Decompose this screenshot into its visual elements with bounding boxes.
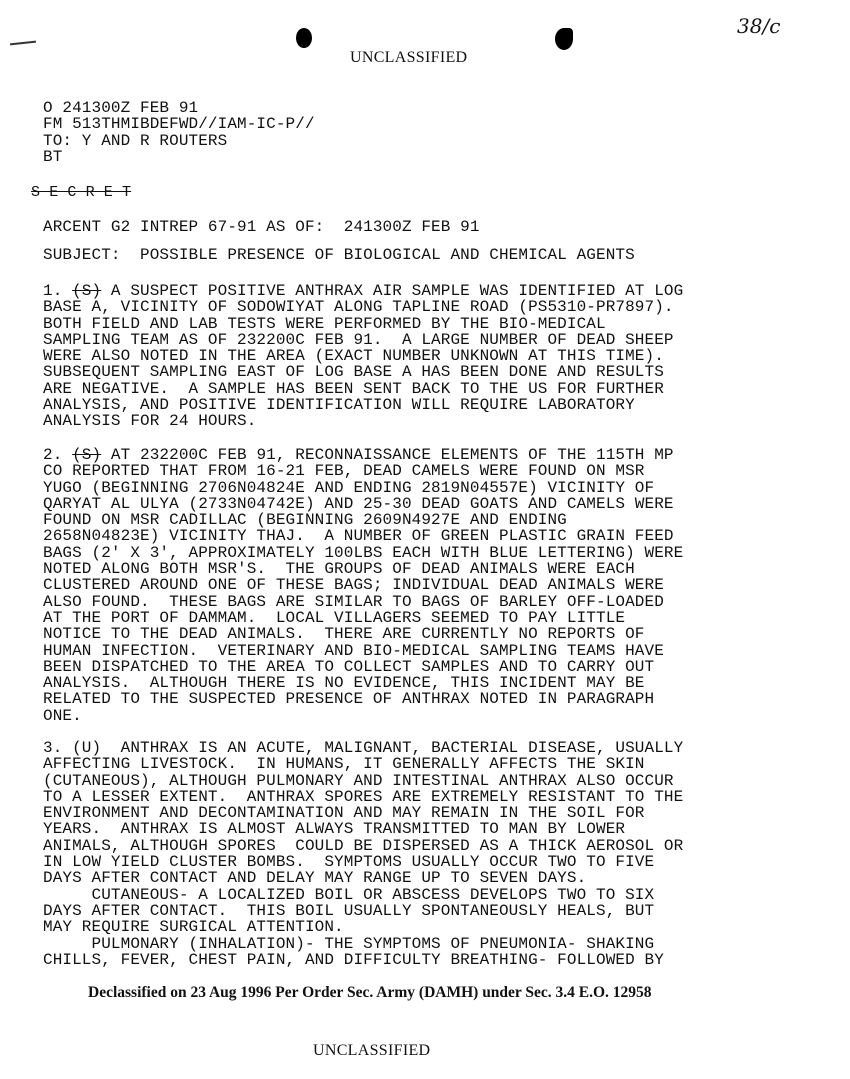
subject-text: POSSIBLE PRESENCE OF BIOLOGICAL AND CHEMICAL AGENTS	[120, 246, 635, 264]
paragraph-number: 1.	[43, 282, 73, 300]
header-line-date: O 241300Z FEB 91	[43, 99, 199, 117]
paragraph-line: ARE NEGATIVE. A SAMPLE HAS BEEN SENT BACK TO THE US FOR FURTHER	[43, 379, 664, 398]
paragraph-line: ANALYSIS. ALTHOUGH THERE IS NO EVIDENCE, THIS INCIDENT MAY BE	[43, 674, 645, 693]
handwritten-page-number: 38/c	[737, 14, 781, 38]
report-line	[43, 219, 480, 235]
declassification-notice: Declassified on 23 Aug 1996 Per Order Sec. Army (DAMH) under Sec. 3.4 E.O. 12958	[88, 984, 652, 1001]
header-line-bt: BT	[43, 147, 63, 166]
paragraph-text: AT 232200C FEB 91, RECONNAISSANCE ELEMENTS OF THE 115TH MP	[101, 446, 674, 464]
scan-mark	[10, 41, 36, 46]
paragraph-2	[43, 447, 683, 724]
paragraph-first-line	[43, 740, 683, 756]
paragraph-line: CLUSTERED AROUND ONE OF THESE BAGS; INDIVIDUAL DEAD ANIMALS WERE	[43, 576, 664, 595]
classification-marking: (S)	[72, 282, 102, 300]
paragraph-line: WERE ALSO NOTED IN THE AREA (EXACT NUMBER UNKNOWN AT THIS TIME).	[43, 347, 664, 366]
message-header	[43, 100, 315, 165]
paragraph-line: AT THE PORT OF DAMMAM. LOCAL VILLAGERS SEEMED TO PAY LITTLE	[43, 608, 626, 627]
paragraph-line: ONE.	[43, 706, 82, 725]
paragraph-line: DAYS AFTER CONTACT AND DELAY MAY RANGE UP TO SEVEN DAYS.	[43, 869, 587, 888]
paragraph-line: BAGS (2' X 3', APPROXIMATELY 100LBS EACH WITH BLUE LETTERING) WERE	[43, 543, 684, 562]
paragraph-line: CO REPORTED THAT FROM 16-21 FEB, DEAD CAMELS WERE FOUND ON MSR	[43, 462, 645, 481]
paragraph-line: SUBSEQUENT SAMPLING EAST OF LOG BASE A HAS BEEN DONE AND RESULTS	[43, 363, 664, 382]
paragraph-line: ANIMALS, ALTHOUGH SPORES COULD BE DISPERSED AS A THICK AEROSOL OR	[43, 836, 684, 855]
paragraph-line: BEEN DISPATCHED TO THE AREA TO COLLECT SAMPLES AND TO CARRY OUT	[43, 657, 655, 676]
paragraph-line: NOTED ALONG BOTH MSR'S. THE GROUPS OF DEAD ANIMALS WERE EACH	[43, 560, 635, 579]
header-line-from: FM 513THMIBDEFWD//IAM-IC-P//	[43, 115, 315, 134]
paragraph-line: BASE A, VICINITY OF SODOWIYAT ALONG TAPLINE ROAD (PS5310-PR7897).	[43, 298, 674, 317]
paragraph-1	[43, 283, 683, 430]
paragraph-line: ENVIRONMENT AND DECONTAMINATION AND MAY REMAIN IN THE SOIL FOR	[43, 804, 645, 823]
paragraph-line: IN LOW YIELD CLUSTER BOMBS. SYMPTOMS USUALLY OCCUR TWO TO FIVE	[43, 853, 655, 872]
paragraph-line: FOUND ON MSR CADILLAC (BEGINNING 2609N4927E AND ENDING	[43, 511, 567, 530]
header-line-to: TO: Y AND R ROUTERS	[43, 131, 228, 150]
paragraph-line: 2658N04823E) VICINITY THAJ. A NUMBER OF GREEN PLASTIC GRAIN FEED	[43, 527, 674, 546]
paragraph-line: MAY REQUIRE SURGICAL ATTENTION.	[43, 918, 344, 937]
top-classification: UNCLASSIFIED	[350, 49, 468, 66]
paragraph-line: SAMPLING TEAM AS OF 232200C FEB 91. A LARGE NUMBER OF DEAD SHEEP	[43, 330, 674, 349]
paragraph-line: DAYS AFTER CONTACT. THIS BOIL USUALLY SPONTANEOUSLY HEALS, BUT	[43, 901, 655, 920]
paragraph-number: 2.	[43, 446, 73, 464]
paragraph-line: TO A LESSER EXTENT. ANTHRAX SPORES ARE EXTREMELY RESISTANT TO THE	[43, 787, 684, 806]
paragraph-line: ANALYSIS, AND POSITIVE IDENTIFICATION WILL REQUIRE LABORATORY	[43, 396, 635, 415]
paragraph-line: PULMONARY (INHALATION)- THE SYMPTOMS OF PNEUMONIA- SHAKING	[43, 934, 655, 953]
subject-label: SUBJECT:	[43, 246, 121, 264]
paragraph-line: ALSO FOUND. THESE BAGS ARE SIMILAR TO BAGS OF BARLEY OFF-LOADED	[43, 592, 664, 611]
report-line-text: ARCENT G2 INTREP 67-91 AS OF: 241300Z FEB 91	[43, 218, 480, 236]
secret-marking-struck	[31, 185, 131, 201]
paragraph-first-line	[43, 447, 683, 463]
paragraph-number: 3.	[43, 739, 73, 757]
paragraph-line: QARYAT AL ULYA (2733N04742E) AND 25-30 DEAD GOATS AND CAMELS WERE	[43, 494, 674, 513]
secret-marking-text: S E C R E T	[31, 184, 132, 201]
paragraph-line: (CUTANEOUS), ALTHOUGH PULMONARY AND INTESTINAL ANTHRAX ALSO OCCUR	[43, 771, 674, 790]
classification-marking: (U)	[72, 739, 102, 757]
paragraph-3	[43, 740, 683, 968]
classification-marking: (S)	[72, 446, 102, 464]
paragraph-line: RELATED TO THE SUSPECTED PRESENCE OF ANTHRAX NOTED IN PARAGRAPH	[43, 690, 655, 709]
paragraph-text: A SUSPECT POSITIVE ANTHRAX AIR SAMPLE WAS IDENTIFIED AT LOG	[101, 282, 684, 300]
punch-hole-mark	[555, 28, 573, 50]
paragraph-text: ANTHRAX IS AN ACUTE, MALIGNANT, BACTERIAL DISEASE, USUALLY	[101, 739, 684, 757]
paragraph-line: BOTH FIELD AND LAB TESTS WERE PERFORMED BY THE BIO-MEDICAL	[43, 314, 606, 333]
paragraph-line: CUTANEOUS- A LOCALIZED BOIL OR ABSCESS DEVELOPS TWO TO SIX	[43, 885, 655, 904]
paragraph-line: NOTICE TO THE DEAD ANIMALS. THERE ARE CURRENTLY NO REPORTS OF	[43, 625, 645, 644]
paragraph-line: ANALYSIS FOR 24 HOURS.	[43, 412, 257, 431]
punch-hole-mark	[296, 28, 312, 48]
paragraph-line: HUMAN INFECTION. VETERINARY AND BIO-MEDICAL SAMPLING TEAMS HAVE	[43, 641, 664, 660]
paragraph-line: AFFECTING LIVESTOCK. IN HUMANS, IT GENERALLY AFFECTS THE SKIN	[43, 755, 645, 774]
paragraph-line: YUGO (BEGINNING 2706N04824E AND ENDING 2819N04557E) VICINITY OF	[43, 478, 655, 497]
subject-line	[43, 247, 635, 263]
bottom-classification: UNCLASSIFIED	[313, 1042, 431, 1059]
paragraph-first-line	[43, 283, 683, 299]
paragraph-line: CHILLS, FEVER, CHEST PAIN, AND DIFFICULTY BREATHING- FOLLOWED BY	[43, 950, 664, 969]
paragraph-line: YEARS. ANTHRAX IS ALMOST ALWAYS TRANSMITTED TO MAN BY LOWER	[43, 820, 626, 839]
